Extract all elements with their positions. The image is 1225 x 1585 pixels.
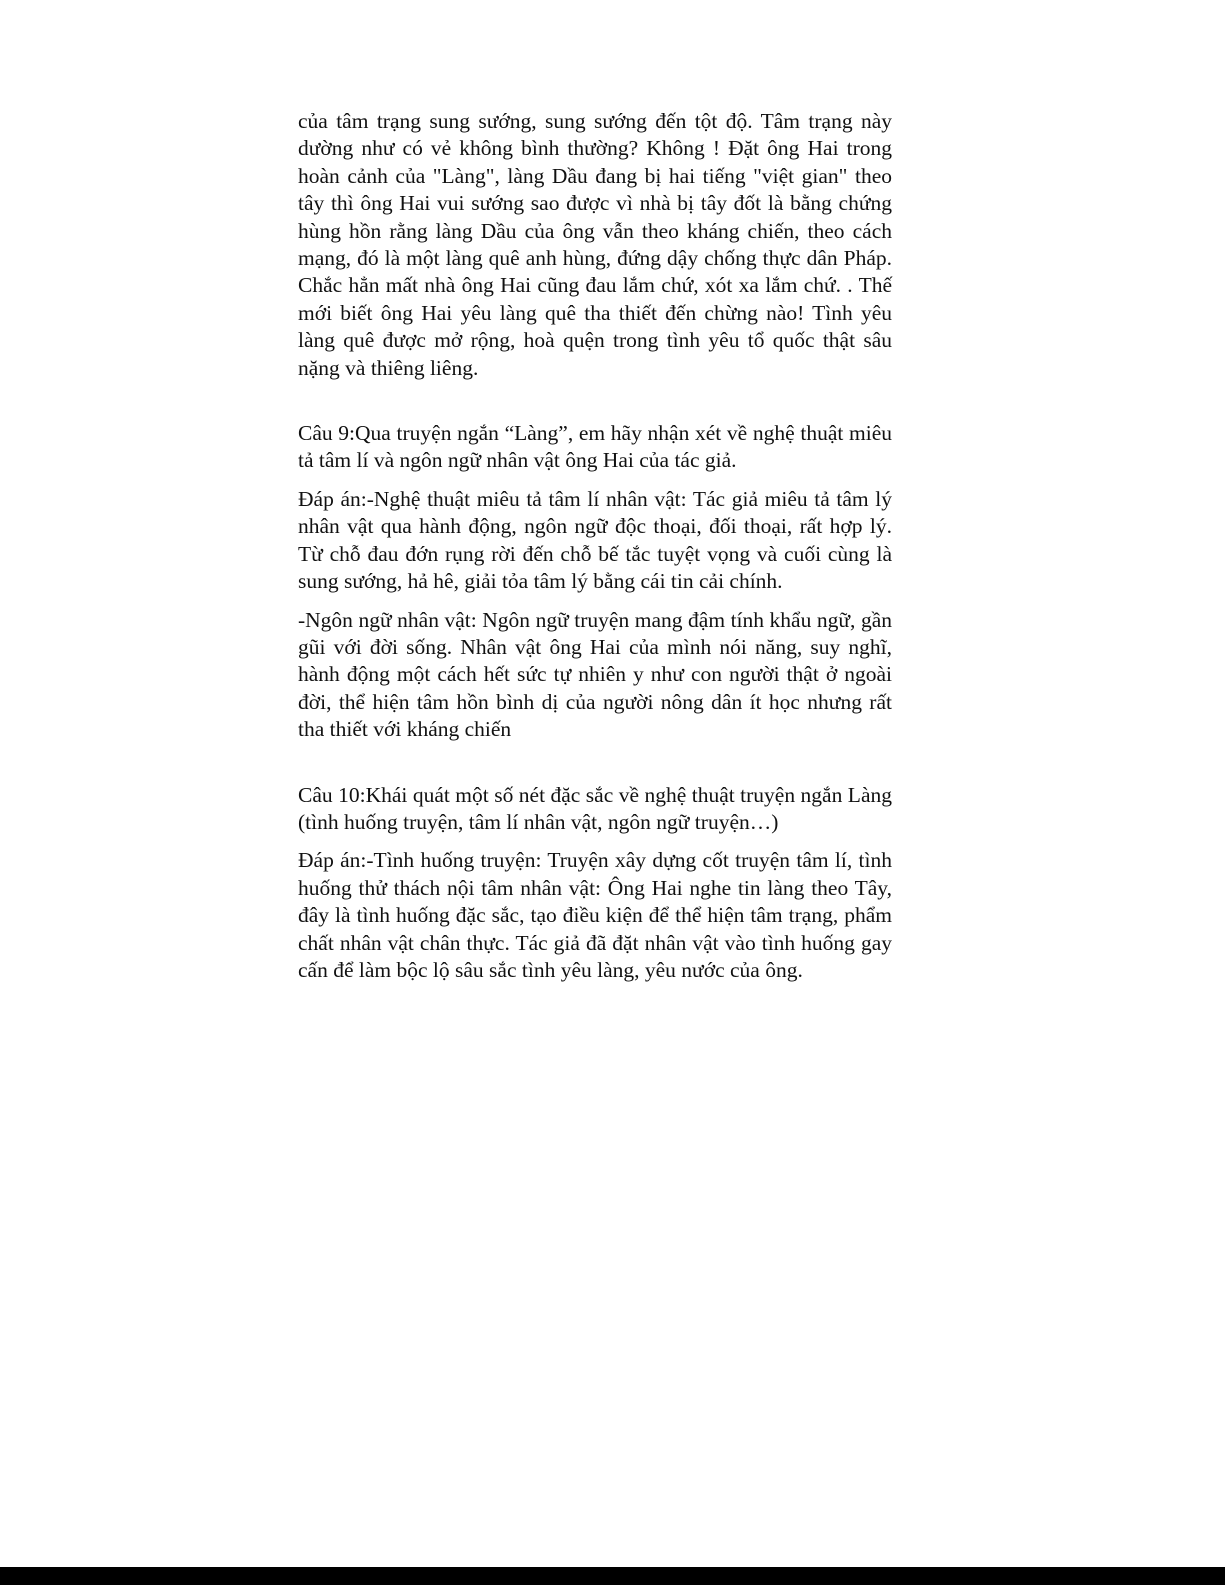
- section-spacer: [298, 744, 892, 782]
- section-spacer: [298, 382, 892, 420]
- answer-9-language: -Ngôn ngữ nhân vật: Ngôn ngữ truyện mang đậm tính khẩu ngữ, gần gũi với đời sống. Nhân vật ông Hai của mình nói năng, suy nghĩ, hành động một cách hết sức tự nhiên y như con người thật ở ngoài đời, thể hiện tâm hồn bình dị của người nông dân ít học nhưng rất tha thiết với kháng chiến: [298, 607, 892, 742]
- paragraph-spacer: [298, 475, 892, 486]
- question-10: Câu 10:Khái quát một số nét đặc sắc về nghệ thuật truyện ngắn Làng (tình huống truyện, tâm lí nhân vật, ngôn ngữ truyện…): [298, 782, 892, 834]
- answer-9-psychology: Đáp án:-Nghệ thuật miêu tả tâm lí nhân vật: Tác giả miêu tả tâm lý nhân vật qua hành động, ngôn ngữ độc thoại, đối thoại, rất hợp lý. Từ chỗ đau đớn rụng rời đến chỗ bế tắc tuyệt vọng và cuối cùng là sung sướng, hả hê, giải tỏa tâm lý bằng cái tin cải chính.: [298, 486, 892, 594]
- page-bottom-edge: [0, 1567, 1225, 1585]
- text-column: [298, 108, 892, 984]
- paragraph-spacer: [298, 596, 892, 607]
- answer-10-situation: Đáp án:-Tình huống truyện: Truyện xây dựng cốt truyện tâm lí, tình huống thử thách nội tâm nhân vật: Ông Hai nghe tin làng theo Tây, đây là tình huống đặc sắc, tạo điều kiện để thể hiện tâm trạng, phẩm chất nhân vật chân thực. Tác giả đã đặt nhân vật vào tình huống gay cấn để làm bộc lộ sâu sắc tình yêu làng, yêu nước của ông.: [298, 848, 892, 982]
- paragraph-continuation: của tâm trạng sung sướng, sung sướng đến tột độ. Tâm trạng này dường như có vẻ không bình thường? Không ! Đặt ông Hai trong hoàn cảnh của "Làng", làng Dầu đang bị hai tiếng "việt gian" theo tây thì ông Hai vui sướng sao được vì nhà bị tây đốt là bằng chứng hùng hồn rằng làng Dầu của ông vẫn theo kháng chiến, theo cách mạng, đó là một làng quê anh hùng, đứng dậy chống thực dân Pháp. Chắc hẳn mất nhà ông Hai cũng đau lắm chứ, xót xa lắm chứ. . Thế mới biết ông Hai yêu làng quê tha thiết đến chừng nào! Tình yêu làng quê được mở rộng, hoà quện trong tình yêu tổ quốc thật sâu nặng và thiêng liêng.: [298, 109, 892, 380]
- question-9: Câu 9:Qua truyện ngắn “Làng”, em hãy nhận xét về nghệ thuật miêu tả tâm lí và ngôn ngữ nhân vật ông Hai của tác giả.: [298, 421, 892, 473]
- paragraph-spacer: [298, 836, 892, 847]
